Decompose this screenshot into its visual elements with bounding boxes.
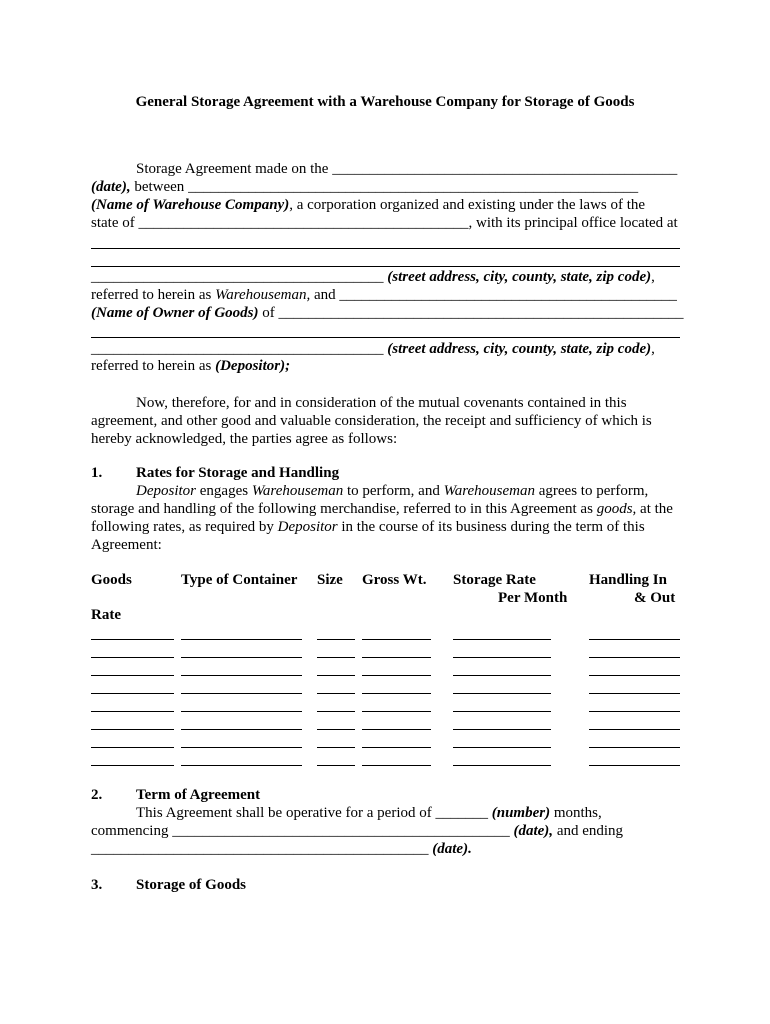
- intro-text: ,: [651, 269, 655, 285]
- body-text: in the course of its business during the term of this: [337, 519, 645, 535]
- handling-rate-blank[interactable]: [589, 711, 680, 712]
- section-2-heading: Term of Agreement: [136, 787, 261, 803]
- body-text: months,: [550, 805, 602, 821]
- section-2-line-2: [91, 822, 623, 840]
- intro-text: and: [310, 287, 340, 303]
- storage-rate-blank[interactable]: [453, 639, 551, 640]
- warehouse-company-label: (Name of Warehouse Company): [91, 197, 290, 213]
- storage-rate-blank[interactable]: [453, 729, 551, 730]
- section-2-number: 2.: [91, 787, 103, 803]
- body-text: This Agreement shall be operative for a period of: [136, 805, 436, 821]
- section-2-line-1: [136, 804, 602, 822]
- body-text: storage and handling of the following merchandise, referred to in this Agreement as: [91, 501, 597, 517]
- warehouseman-term: Warehouseman: [251, 483, 344, 499]
- intro-line-9: [91, 304, 683, 322]
- size-blank[interactable]: [317, 639, 355, 640]
- container-type-blank[interactable]: [181, 765, 302, 766]
- handling-rate-blank[interactable]: [589, 693, 680, 694]
- section-1-number: 1.: [91, 465, 103, 481]
- gross-weight-blank[interactable]: [362, 675, 431, 676]
- intro-text: state of: [91, 215, 139, 231]
- intro-text: Storage Agreement made on the: [136, 161, 333, 177]
- intro-line-1: [136, 160, 677, 178]
- handling-rate-blank[interactable]: [589, 675, 680, 676]
- gross-weight-blank[interactable]: [362, 657, 431, 658]
- consideration-line-3: hereby acknowledged, the parties agree as follows:: [91, 431, 398, 447]
- state-blank[interactable]: ____________________________________________: [138, 215, 469, 231]
- col-header-storage-rate: Storage Rate: [453, 572, 536, 588]
- goods-blank[interactable]: [91, 693, 174, 694]
- intro-text: of: [258, 305, 279, 321]
- container-type-blank[interactable]: [181, 639, 302, 640]
- col-header-goods: Goods: [91, 572, 132, 588]
- intro-line-3: [91, 196, 645, 214]
- gross-weight-blank[interactable]: [362, 639, 431, 640]
- section-2-line-3: [91, 840, 472, 858]
- size-blank[interactable]: [317, 675, 355, 676]
- owner-name-label: (Name of Owner of Goods): [91, 305, 259, 321]
- handling-rate-blank[interactable]: [589, 639, 680, 640]
- section-1-line-4: Agreement:: [91, 537, 162, 553]
- intro-line-7: [91, 268, 655, 286]
- col-header-handling: Handling In: [589, 572, 667, 588]
- container-type-blank[interactable]: [181, 675, 302, 676]
- handling-rate-blank[interactable]: [589, 765, 680, 766]
- start-date-blank[interactable]: _____________________________________________: [172, 823, 510, 839]
- container-type-blank[interactable]: [181, 693, 302, 694]
- container-type-blank[interactable]: [181, 747, 302, 748]
- warehouse-address-blank-line[interactable]: [91, 248, 680, 249]
- col-header-rate: Rate: [91, 607, 121, 623]
- date-label: (date),: [91, 179, 131, 195]
- gross-weight-blank[interactable]: [362, 765, 431, 766]
- handling-rate-blank[interactable]: [589, 729, 680, 730]
- intro-line-11: [91, 340, 655, 358]
- date-label: (date),: [509, 823, 554, 839]
- intro-text: referred to herein as: [91, 287, 216, 303]
- storage-rate-blank[interactable]: [453, 675, 551, 676]
- body-text: and ending: [553, 823, 624, 839]
- size-blank[interactable]: [317, 657, 355, 658]
- intro-line-2: [91, 178, 638, 196]
- size-blank[interactable]: [317, 711, 355, 712]
- consideration-line-1: Now, therefore, for and in consideration of the mutual covenants contained in this: [136, 395, 627, 411]
- goods-blank[interactable]: [91, 729, 174, 730]
- col-header-gross-weight: Gross Wt.: [362, 572, 427, 588]
- size-blank[interactable]: [317, 765, 355, 766]
- storage-rate-blank[interactable]: [453, 693, 551, 694]
- gross-weight-blank[interactable]: [362, 729, 431, 730]
- body-text: following rates, as required by: [91, 519, 278, 535]
- col-header-per-month: Per Month: [498, 590, 568, 606]
- size-blank[interactable]: [317, 693, 355, 694]
- section-1-line-3: [91, 518, 645, 536]
- intro-line-8: [91, 286, 677, 304]
- date-label: (date).: [428, 841, 472, 857]
- depositor-term: Depositor: [136, 483, 196, 499]
- owner-address-blank-line[interactable]: [91, 337, 680, 338]
- body-text: engages: [196, 483, 252, 499]
- goods-blank[interactable]: [91, 765, 174, 766]
- address-label: (street address, city, county, state, zip code): [387, 341, 652, 357]
- col-header-size: Size: [317, 572, 343, 588]
- owner-address-blank[interactable]: _______________________________________: [91, 341, 384, 357]
- container-type-blank[interactable]: [181, 711, 302, 712]
- section-3-heading: Storage of Goods: [136, 877, 246, 893]
- agreement-date-blank[interactable]: ______________________________________________: [332, 161, 678, 177]
- goods-blank[interactable]: [91, 657, 174, 658]
- handling-rate-blank[interactable]: [589, 747, 680, 748]
- end-date-blank[interactable]: _____________________________________________: [91, 841, 429, 857]
- warehouseman-term: Warehouseman,: [215, 287, 311, 303]
- goods-blank[interactable]: [91, 639, 174, 640]
- depositor-term: (Depositor);: [215, 358, 291, 374]
- gross-weight-blank[interactable]: [362, 711, 431, 712]
- body-text: agrees to perform,: [534, 483, 649, 499]
- warehouse-company-blank[interactable]: ____________________________________________________________: [188, 179, 639, 195]
- storage-rate-blank[interactable]: [453, 765, 551, 766]
- intro-text: , with its principal office located at: [468, 215, 678, 231]
- storage-rate-blank[interactable]: [453, 711, 551, 712]
- size-blank[interactable]: [317, 729, 355, 730]
- goods-blank[interactable]: [91, 675, 174, 676]
- depositor-term: Depositor: [277, 519, 338, 535]
- intro-text: between: [130, 179, 189, 195]
- intro-text: , a corporation organized and existing under the laws of the: [289, 197, 646, 213]
- term-months-blank[interactable]: _______: [435, 805, 488, 821]
- section-1-line-1: [136, 482, 648, 500]
- address-label: (street address, city, county, state, zip code): [387, 269, 652, 285]
- container-type-blank[interactable]: [181, 657, 302, 658]
- warehouseman-term: Warehouseman: [443, 483, 535, 499]
- section-1-line-2: [91, 500, 673, 518]
- owner-address-blank[interactable]: ______________________________________________________: [278, 305, 684, 321]
- warehouse-address-blank[interactable]: _______________________________________: [91, 269, 384, 285]
- body-text: to perform, and: [343, 483, 444, 499]
- warehouse-address-blank-line[interactable]: [91, 266, 680, 267]
- intro-line-12: [91, 357, 290, 375]
- goods-term: goods,: [596, 501, 637, 517]
- size-blank[interactable]: [317, 747, 355, 748]
- intro-line-4: [91, 214, 678, 232]
- owner-name-blank[interactable]: _____________________________________________: [339, 287, 677, 303]
- goods-blank[interactable]: [91, 711, 174, 712]
- storage-rate-blank[interactable]: [453, 747, 551, 748]
- gross-weight-blank[interactable]: [362, 747, 431, 748]
- section-1-heading: Rates for Storage and Handling: [136, 465, 340, 481]
- number-label: (number): [487, 805, 551, 821]
- gross-weight-blank[interactable]: [362, 693, 431, 694]
- container-type-blank[interactable]: [181, 729, 302, 730]
- intro-text: referred to herein as: [91, 358, 216, 374]
- storage-rate-blank[interactable]: [453, 657, 551, 658]
- col-header-container-type: Type of Container: [181, 572, 298, 588]
- body-text: commencing: [91, 823, 173, 839]
- handling-rate-blank[interactable]: [589, 657, 680, 658]
- section-3-number: 3.: [91, 877, 103, 893]
- consideration-line-2: agreement, and other good and valuable consideration, the receipt and sufficiency of which is: [91, 413, 652, 429]
- goods-blank[interactable]: [91, 747, 174, 748]
- col-header-in-out: & Out: [634, 590, 676, 606]
- document-title: General Storage Agreement with a Warehouse Company for Storage of Goods: [135, 94, 635, 110]
- body-text: at the: [636, 501, 673, 517]
- intro-text: ,: [651, 341, 655, 357]
